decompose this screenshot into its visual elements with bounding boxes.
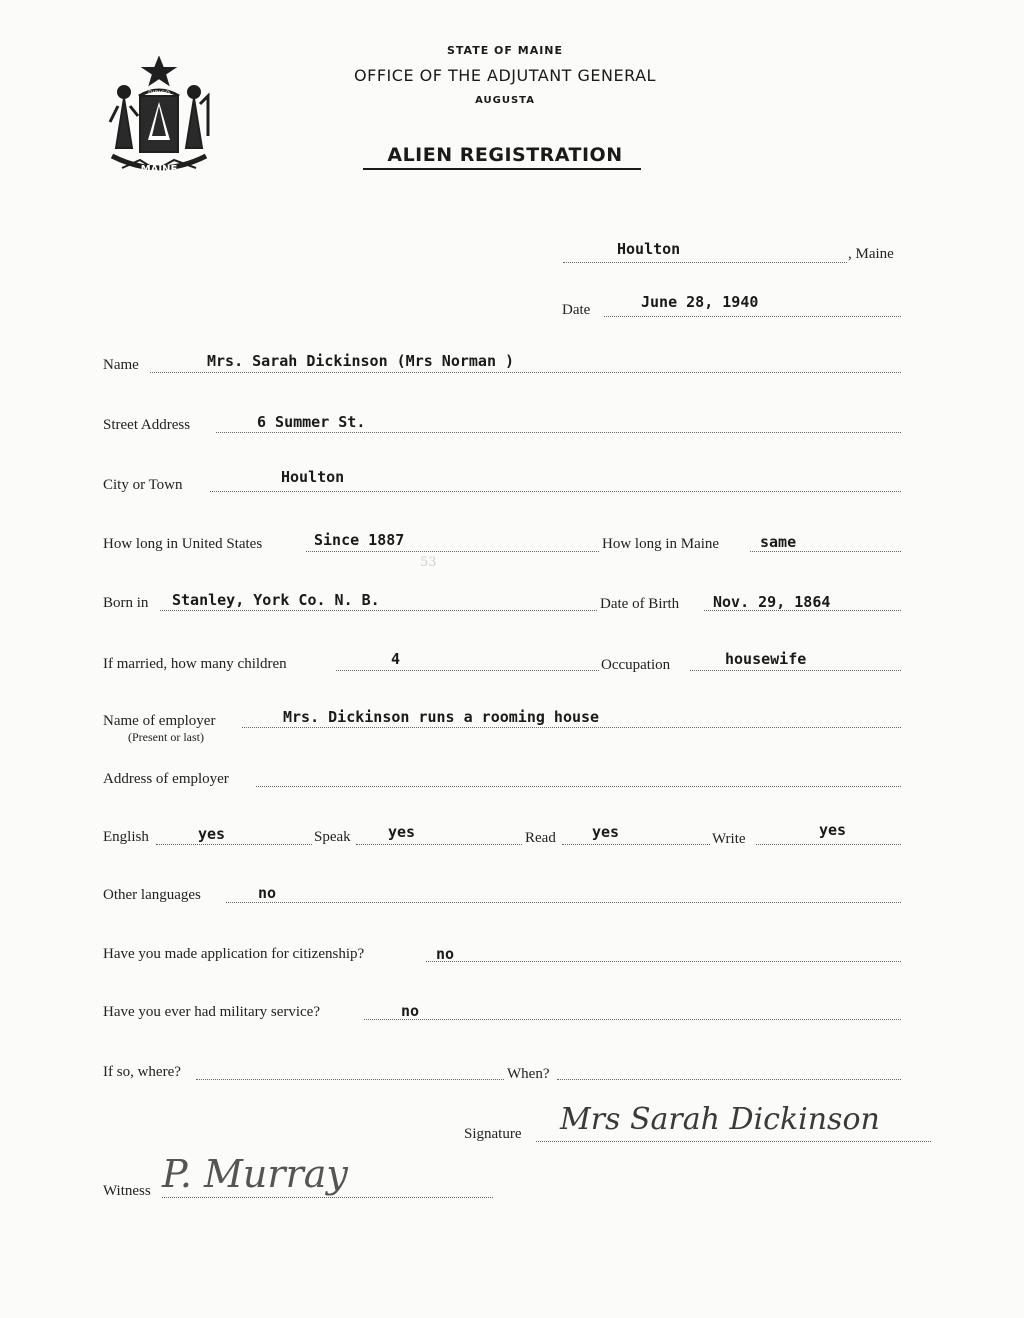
read-value: yes — [592, 823, 620, 841]
name-line — [150, 372, 901, 373]
date-label: Date — [562, 302, 591, 318]
military-label: Have you ever had military service? — [103, 1004, 320, 1020]
children-value: 4 — [391, 650, 401, 668]
children-label: If married, how many children — [103, 656, 287, 672]
other-languages-line — [226, 902, 901, 903]
street-value: 6 Summer St. — [257, 413, 366, 431]
citizenship-label: Have you made application for citizenship? — [103, 946, 365, 962]
write-label: Write — [712, 831, 746, 847]
name-label: Name — [103, 357, 139, 373]
witness-label: Witness — [103, 1183, 151, 1199]
when-line — [557, 1079, 901, 1080]
born-value: Stanley, York Co. N. B. — [172, 591, 380, 609]
occupation-label: Occupation — [601, 657, 671, 673]
name-value: Mrs. Sarah Dickinson (Mrs Norman ) — [207, 352, 515, 370]
employer-address-label: Address of employer — [103, 771, 229, 787]
citizenship-value: no — [436, 945, 455, 963]
maine-suffix: , Maine — [848, 246, 894, 262]
military-line — [364, 1019, 901, 1020]
street-label: Street Address — [103, 417, 191, 433]
us-duration-value: Since 1887 — [314, 531, 405, 549]
write-value: yes — [819, 821, 847, 839]
speak-label: Speak — [314, 829, 351, 845]
form-title: ALIEN REGISTRATION — [387, 144, 623, 166]
street-line — [216, 432, 901, 433]
english-label: English — [103, 829, 149, 845]
other-languages-value: no — [258, 884, 277, 902]
location-line — [563, 262, 847, 263]
english-line — [156, 844, 312, 845]
english-value: yes — [198, 825, 226, 843]
occupation-value: housewife — [725, 650, 807, 668]
state-heading: STATE OF MAINE — [446, 44, 564, 57]
occupation-line — [690, 670, 901, 671]
where-label: If so, where? — [103, 1064, 181, 1080]
military-value: no — [401, 1002, 420, 1020]
city-town-line — [210, 491, 901, 492]
us-duration-label: How long in United States — [103, 536, 263, 552]
seal-motto-text: DIRIGO — [148, 90, 170, 97]
employer-line — [242, 727, 901, 728]
city-town-label: City or Town — [103, 477, 183, 493]
when-label: When? — [507, 1066, 550, 1082]
location-value: Houlton — [617, 240, 681, 258]
dob-label: Date of Birth — [600, 596, 680, 612]
write-line — [756, 844, 901, 845]
office-heading: OFFICE OF THE ADJUTANT GENERAL — [354, 66, 656, 85]
city-town-value: Houlton — [281, 468, 345, 486]
city-heading: AUGUSTA — [475, 95, 535, 106]
seal-name-text: MAINE — [140, 164, 178, 175]
employer-sublabel: (Present or last) — [128, 730, 204, 744]
date-line — [604, 316, 901, 317]
born-label: Born in — [103, 595, 149, 611]
us-duration-pencil-note: 53 — [420, 555, 437, 570]
born-line — [160, 610, 597, 611]
read-line — [562, 844, 710, 845]
witness-handwriting: P. Murray — [162, 1152, 348, 1196]
read-label: Read — [525, 830, 556, 846]
speak-line — [356, 844, 522, 845]
other-languages-label: Other languages — [103, 887, 201, 903]
witness-line — [162, 1197, 493, 1198]
children-line — [336, 670, 599, 671]
citizenship-line — [426, 961, 901, 962]
employer-address-line — [256, 786, 901, 787]
signature-label: Signature — [464, 1126, 522, 1142]
dob-value: Nov. 29, 1864 — [713, 593, 831, 611]
employer-label: Name of employer — [103, 713, 216, 729]
date-value: June 28, 1940 — [641, 293, 759, 311]
employer-value: Mrs. Dickinson runs a rooming house — [283, 708, 600, 726]
speak-value: yes — [388, 823, 416, 841]
where-line — [196, 1079, 504, 1080]
us-duration-line — [306, 551, 599, 552]
signature-handwriting: Mrs Sarah Dickinson — [560, 1102, 880, 1137]
title-underline — [363, 168, 641, 170]
signature-line — [536, 1141, 931, 1142]
maine-duration-label: How long in Maine — [602, 536, 720, 552]
maine-duration-value: same — [760, 533, 797, 551]
maine-duration-line — [750, 551, 901, 552]
